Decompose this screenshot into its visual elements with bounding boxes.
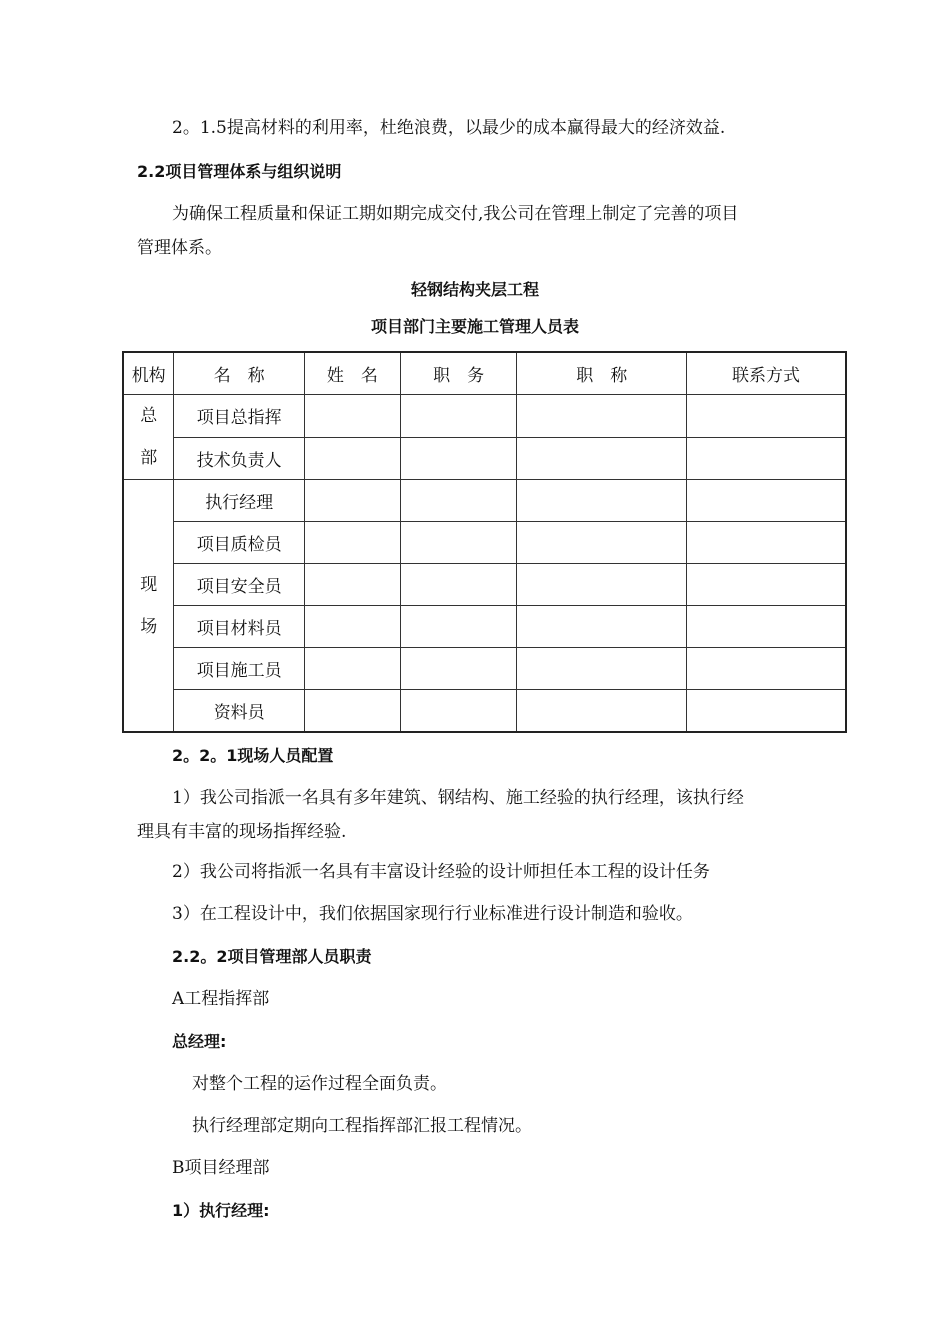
table-row bbox=[123, 480, 846, 522]
empty-cell bbox=[686, 564, 846, 606]
org-headquarters-char-2: 部 bbox=[140, 448, 158, 468]
role-cell: 项目总指挥 bbox=[174, 395, 305, 438]
org-headquarters-char-1: 总 bbox=[140, 406, 158, 426]
table-row bbox=[123, 437, 846, 480]
general-manager-duty-1: 对整个工程的运作过程全面负责。 bbox=[192, 1074, 447, 1094]
section-heading-2-2-2: 2.2。2项目管理部人员职责 bbox=[172, 947, 372, 966]
empty-cell bbox=[305, 437, 401, 480]
list-item-1-line-2: 理具有丰富的现场指挥经验. bbox=[137, 822, 347, 842]
empty-cell bbox=[305, 522, 401, 564]
table-row bbox=[123, 690, 846, 733]
list-item-3: 3）在工程设计中，我们依据国家现行行业标准进行设计制造和验收。 bbox=[172, 904, 693, 924]
org-site-char-2: 场 bbox=[140, 616, 158, 637]
table-row bbox=[123, 522, 846, 564]
role-cell: 项目质检员 bbox=[174, 522, 305, 564]
header-person-name: 姓 名 bbox=[305, 352, 401, 395]
header-contact: 联系方式 bbox=[686, 352, 846, 395]
empty-cell bbox=[686, 690, 846, 733]
empty-cell bbox=[517, 648, 687, 690]
empty-cell bbox=[400, 606, 517, 648]
empty-cell bbox=[400, 437, 517, 480]
table-row bbox=[123, 648, 846, 690]
empty-cell bbox=[400, 690, 517, 733]
empty-cell bbox=[400, 564, 517, 606]
header-title: 职 称 bbox=[517, 352, 687, 395]
empty-cell bbox=[305, 690, 401, 733]
empty-cell bbox=[400, 395, 517, 438]
list-item-2: 2）我公司将指派一名具有丰富设计经验的设计师担任本工程的设计任务 bbox=[172, 862, 710, 882]
org-site-char-1: 现 bbox=[140, 574, 158, 595]
table-title-line-1: 轻钢结构夹层工程 bbox=[410, 280, 539, 299]
intro-paragraph-line-1: 为确保工程质量和保证工期如期完成交付,我公司在管理上制定了完善的项目 bbox=[172, 204, 739, 224]
general-manager-duty-2: 执行经理部定期向工程指挥部汇报工程情况。 bbox=[192, 1116, 532, 1136]
empty-cell bbox=[517, 522, 687, 564]
subsection-b: B项目经理部 bbox=[172, 1158, 270, 1178]
role-cell: 项目材料员 bbox=[174, 606, 305, 648]
general-manager-heading: 总经理: bbox=[172, 1032, 227, 1051]
empty-cell bbox=[517, 395, 687, 438]
header-duty: 职 务 bbox=[400, 352, 517, 395]
empty-cell bbox=[686, 522, 846, 564]
empty-cell bbox=[686, 648, 846, 690]
header-org: 机构 bbox=[123, 352, 174, 395]
header-position-name: 名 称 bbox=[174, 352, 305, 395]
empty-cell bbox=[305, 564, 401, 606]
empty-cell bbox=[517, 437, 687, 480]
role-cell: 项目施工员 bbox=[174, 648, 305, 690]
role-cell: 资料员 bbox=[174, 690, 305, 733]
empty-cell bbox=[305, 480, 401, 522]
empty-cell bbox=[400, 648, 517, 690]
section-heading-2-2: 2.2项目管理体系与组织说明 bbox=[137, 162, 342, 181]
empty-cell bbox=[305, 606, 401, 648]
org-cell-headquarters bbox=[123, 395, 174, 480]
empty-cell bbox=[517, 606, 687, 648]
table-row bbox=[123, 564, 846, 606]
paragraph-2-1-5: 2。1.5提高材料的利用率，杜绝浪费，以最少的成本赢得最大的经济效益. bbox=[172, 118, 726, 138]
list-item-1-line-1: 1）我公司指派一名具有多年建筑、钢结构、施工经验的执行经理，该执行经 bbox=[172, 788, 744, 808]
role-cell: 执行经理 bbox=[174, 480, 305, 522]
table-row bbox=[123, 395, 846, 438]
subsection-a: A工程指挥部 bbox=[172, 989, 270, 1009]
empty-cell bbox=[686, 437, 846, 480]
empty-cell bbox=[400, 480, 517, 522]
role-cell: 项目安全员 bbox=[174, 564, 305, 606]
empty-cell bbox=[305, 648, 401, 690]
role-cell: 技术负责人 bbox=[174, 437, 305, 480]
empty-cell bbox=[305, 395, 401, 438]
table-header-row bbox=[123, 352, 846, 395]
empty-cell bbox=[517, 690, 687, 733]
section-heading-2-2-1: 2。2。1现场人员配置 bbox=[172, 746, 334, 765]
intro-paragraph-line-2: 管理体系。 bbox=[137, 238, 222, 258]
empty-cell bbox=[400, 522, 517, 564]
staff-table bbox=[122, 351, 847, 733]
empty-cell bbox=[517, 564, 687, 606]
empty-cell bbox=[517, 480, 687, 522]
empty-cell bbox=[686, 606, 846, 648]
org-cell-site bbox=[123, 480, 174, 733]
executive-manager-heading: 1）执行经理: bbox=[172, 1201, 270, 1220]
table-row bbox=[123, 606, 846, 648]
table-title-line-2: 项目部门主要施工管理人员表 bbox=[370, 317, 579, 336]
empty-cell bbox=[686, 480, 846, 522]
empty-cell bbox=[686, 395, 846, 438]
